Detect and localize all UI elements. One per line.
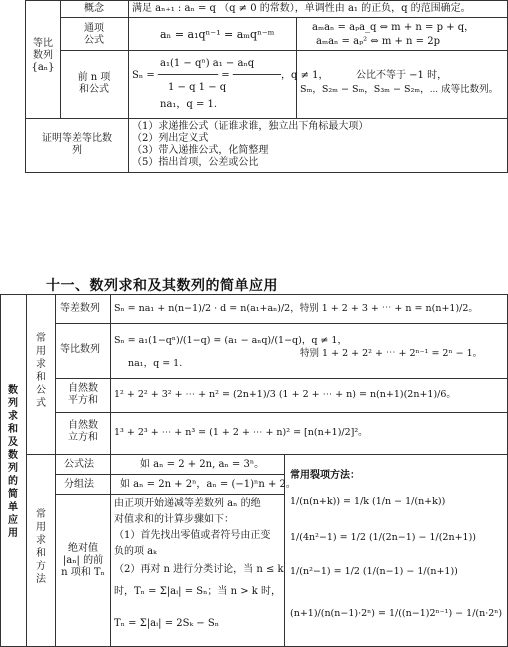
label-char: 式 (36, 398, 46, 409)
square-sum-label (57, 383, 109, 407)
proof-step: （2）列出定义式 (132, 133, 209, 144)
label-char: 和 (36, 372, 46, 383)
sum-formula-label (62, 72, 126, 96)
label-char: 求 (36, 535, 46, 546)
label-line: n 项和 Tₙ (61, 567, 105, 578)
label-line: 和公式 (79, 84, 109, 95)
proof-label (28, 133, 126, 157)
label-char: 用 (36, 522, 46, 533)
concept-label: 概念 (84, 3, 104, 14)
label-char: 单 (8, 502, 18, 513)
step-line: （2）再对 n 进行分类讨论，当 n ≤ k (114, 564, 284, 575)
section-title: 十一、数列求和及其数列的简单应用 (46, 278, 278, 294)
group-label-line: {aₙ} (31, 62, 55, 73)
general-term-property-1: aₘaₙ = aₚa_q ⇔ m + n = p + q， (312, 22, 475, 33)
split-term-title: 常用裂项方法： (290, 470, 360, 481)
label-char: 列 (8, 398, 18, 409)
formula-denominators: 1 − q 1 − q (168, 82, 227, 93)
label-char: 用 (36, 346, 46, 357)
proof-step: （5）指出首项，公差或公比 (132, 157, 259, 168)
square-sum-formula: 1² + 2² + 3² + ⋯ + n² = (2n+1)/3 (1 + 2 + ⋯ + n) = n(n+1)(2n+1)/6。 (114, 389, 456, 400)
label-line: 自然数 (68, 420, 98, 431)
label-line: 列 (72, 145, 82, 156)
formula-numerators: a₁(1 − qⁿ) a₁ − aₙq (160, 58, 255, 69)
absolute-sum-label (57, 543, 109, 579)
label-char: 法 (36, 574, 46, 585)
group-label-line: 数列 (33, 50, 53, 61)
group-label-line: 等比 (33, 38, 53, 49)
step-line: 由正项开始递减等差数列 aₙ 的绝 (114, 498, 261, 509)
step-line: 时，Tₙ = Σ|aᵢ| = Sₙ；当 n > k 时， (114, 586, 282, 597)
cube-sum-formula: 1³ + 2³ + ⋯ + n³ = (1 + 2 + ⋯ + n)² = [n(n+1)/2]²。 (114, 427, 368, 438)
split-formula: 1/(4n²−1) = 1/2 (1/(2n−1) − 1/(2n+1)) (290, 532, 477, 543)
formula-main: Sₙ = ────────── = ────────，q ≠ 1， (132, 70, 329, 81)
geometric-label: 等比数列 (60, 344, 100, 355)
outer-vertical-label (2, 384, 24, 540)
label-char: 用 (8, 528, 18, 539)
general-term-property-2: aₘaₙ = aₚ² ⇔ m + n = 2p (316, 36, 440, 47)
formula-group-label (28, 332, 54, 410)
label-char: 和 (36, 548, 46, 559)
label-char: 数 (8, 385, 18, 396)
geometric-formula-2: na₁，q = 1. (128, 358, 183, 369)
split-formula: (n+1)/(n(n−1)·2ⁿ) = 1/((n−1)2ⁿ⁻¹) − 1/(n·2ⁿ) (290, 608, 503, 619)
label-line: 前 n 项 (77, 72, 111, 83)
general-term-label (62, 23, 126, 47)
step-line: 对值求和的计算步骤如下： (114, 514, 234, 525)
formula-method-label: 公式法 (64, 459, 94, 470)
split-formula: 1/(n²−1) = 1/2 (1/(n−1) − 1/(n+1)) (290, 566, 458, 577)
general-term-formula: aₙ = a₁qⁿ⁻¹ = aₘqⁿ⁻ᵐ (160, 28, 275, 41)
label-char: 求 (36, 359, 46, 370)
geometric-formula-1: Sₙ = a₁(1−qⁿ)/(1−q) = (a₁ − aₙq)/(1−q)，q ≠ 1， (114, 335, 347, 346)
label-char: 方 (36, 561, 46, 572)
label-line: |aₙ| 的前 (62, 555, 104, 566)
label-char: 的 (8, 476, 18, 487)
label-char: 简 (8, 489, 18, 500)
geometric-special: 特别 1 + 2 + 2² + ⋯ + 2ⁿ⁻¹ = 2ⁿ − 1。 (300, 348, 483, 359)
label-line: 立方和 (68, 432, 98, 443)
concept-content: 满足 aₙ₊₁ : aₙ = q （q ≠ 0 的常数），单调性由 a₁ 的正负，q 的范围确定。 (132, 3, 471, 14)
geometric-sequence-label (28, 38, 58, 74)
proof-step: （3）带入递推公式，化简整理 (132, 145, 269, 156)
group-method-label: 分组法 (64, 479, 94, 490)
step-line: 负的项 aₖ (114, 546, 157, 557)
label-line: 自然数 (68, 383, 98, 394)
arithmetic-label: 等差数列 (60, 303, 100, 314)
formula-method-content: 如 aₙ = 2 + 2n, aₙ = 3ⁿ。 (140, 459, 265, 470)
group-method-content: 如 aₙ = 2n + 2ⁿ，aₙ = (−1)ⁿn + 2。 (120, 479, 296, 490)
label-char: 应 (8, 515, 18, 526)
label-line: 证明等差等比数 (42, 133, 112, 144)
split-formula: 1/(n(n+k)) = 1/k (1/n − 1/(n+k)) (290, 496, 446, 507)
label-line: 通项 (84, 23, 104, 34)
label-char: 公 (36, 385, 46, 396)
proof-step: （1）求递推公式（证谁求谁，独立出下角标最大项） (132, 121, 369, 132)
arithmetic-formula: Sₙ = na₁ + n(n−1)/2 · d = n(a₁+aₙ)/2，特别 1 + 2 + 3 + ⋯ + n = n(n+1)/2。 (114, 303, 478, 314)
label-char: 列 (8, 463, 18, 474)
sum-property-2: Sₘ，S₂ₘ − Sₘ，S₃ₘ − S₂ₘ，⋯ 成等比数列。 (300, 84, 499, 95)
label-char: 求 (8, 411, 18, 422)
formula-case-2: na₁，q = 1. (160, 99, 218, 110)
label-line: 公式 (84, 35, 104, 46)
label-line: 绝对值 (68, 543, 98, 554)
label-char: 及 (8, 437, 18, 448)
label-char: 常 (36, 333, 46, 344)
method-group-label (28, 508, 54, 586)
label-char: 数 (8, 450, 18, 461)
cube-sum-label (57, 420, 109, 444)
step-line: Tₙ = Σ|aᵢ| = 2Sₖ − Sₙ (114, 618, 220, 629)
step-line: （1）首先找出零值或者符号由正变 (114, 530, 271, 541)
sum-property-1: 公比不等于 −1 时， (356, 70, 448, 81)
label-line: 平方和 (68, 395, 98, 406)
label-char: 和 (8, 424, 18, 435)
label-char: 常 (36, 509, 46, 520)
